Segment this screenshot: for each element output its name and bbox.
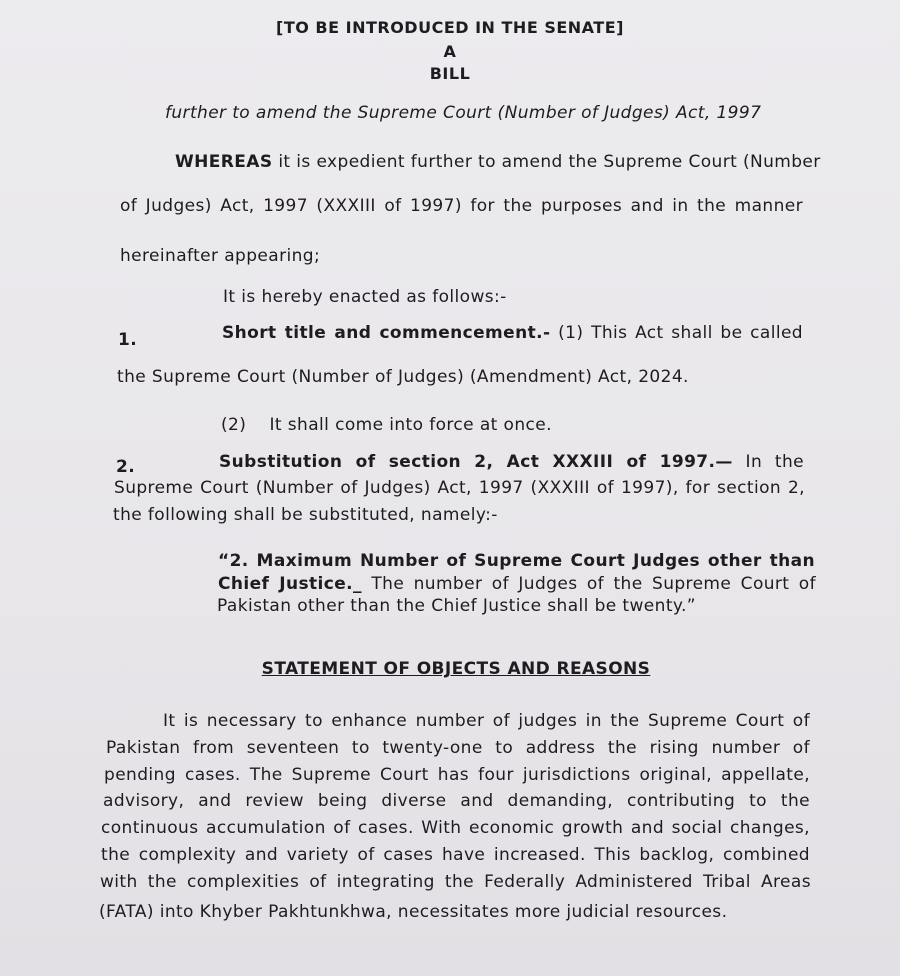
senate-notice: [TO BE INTRODUCED IN THE SENATE]: [276, 18, 624, 37]
statement-line-7: with the complexities of integrating the Federally Administered Tribal Areas: [100, 872, 811, 892]
section-1-line-2: the Supreme Court (Number of Judges) (Amendment) Act, 2024.: [117, 367, 689, 387]
section-1-heading: Short title and commencement.-: [222, 323, 551, 343]
whereas-word: WHEREAS: [175, 152, 273, 172]
article-a: A: [443, 42, 457, 61]
preamble-line-3: hereinafter appearing;: [120, 246, 321, 266]
long-title: further to amend the Supreme Court (Number of Judges) Act, 1997: [165, 103, 762, 123]
preamble-line-1: [175, 152, 821, 172]
substituted-section-line-2: [218, 574, 816, 594]
section-1-number: 1.: [118, 330, 138, 350]
section-1-line-1-rest: (1) This Act shall be called: [558, 323, 803, 343]
bill-heading: BILL: [429, 64, 471, 83]
statement-line-6: the complexity and variety of cases have increased. This backlog, combined: [101, 845, 810, 865]
statement-title: STATEMENT OF OBJECTS AND REASONS: [261, 659, 651, 679]
section-1-subsection-2: (2) It shall come into force at once.: [221, 415, 552, 435]
section-2-line-2: Supreme Court (Number of Judges) Act, 1997 (XXXIII of 1997), for section 2,: [114, 478, 805, 498]
statement-line-1: It is necessary to enhance number of judges in the Supreme Court of: [163, 711, 810, 731]
substituted-section-line-3: Pakistan other than the Chief Justice shall be twenty.”: [217, 596, 696, 616]
section-2-heading: Substitution of section 2, Act XXXIII of 1997.—: [219, 452, 733, 472]
statement-line-3: pending cases. The Supreme Court has four jurisdictions original, appellate,: [104, 765, 810, 785]
substituted-section-line-2-rest: The number of Judges of the Supreme Court of: [371, 574, 816, 594]
section-2-number: 2.: [116, 457, 136, 477]
statement-line-4: advisory, and review being diverse and demanding, contributing to the: [103, 791, 810, 811]
preamble-line-1-rest: it is expedient further to amend the Supreme Court (Number: [278, 152, 821, 172]
section-2-line-1: [219, 452, 804, 472]
statement-line-2: Pakistan from seventeen to twenty-one to address the rising number of: [106, 738, 810, 758]
statement-line-8: (FATA) into Khyber Pakhtunkhwa, necessitates more judicial resources.: [99, 902, 728, 922]
section-1-line-1: [222, 323, 803, 343]
preamble-line-2: of Judges) Act, 1997 (XXXIII of 1997) for the purposes and in the manner: [120, 196, 803, 216]
statement-line-5: continuous accumulation of cases. With economic growth and social changes,: [101, 818, 810, 838]
chief-justice-heading: Chief Justice._: [218, 574, 362, 594]
substituted-section-heading: “2. Maximum Number of Supreme Court Judges other than: [218, 551, 815, 571]
section-2-line-1-rest: In the: [745, 452, 804, 472]
enacting-clause: It is hereby enacted as follows:-: [223, 287, 507, 307]
section-2-line-3: the following shall be substituted, namely:-: [113, 505, 498, 525]
